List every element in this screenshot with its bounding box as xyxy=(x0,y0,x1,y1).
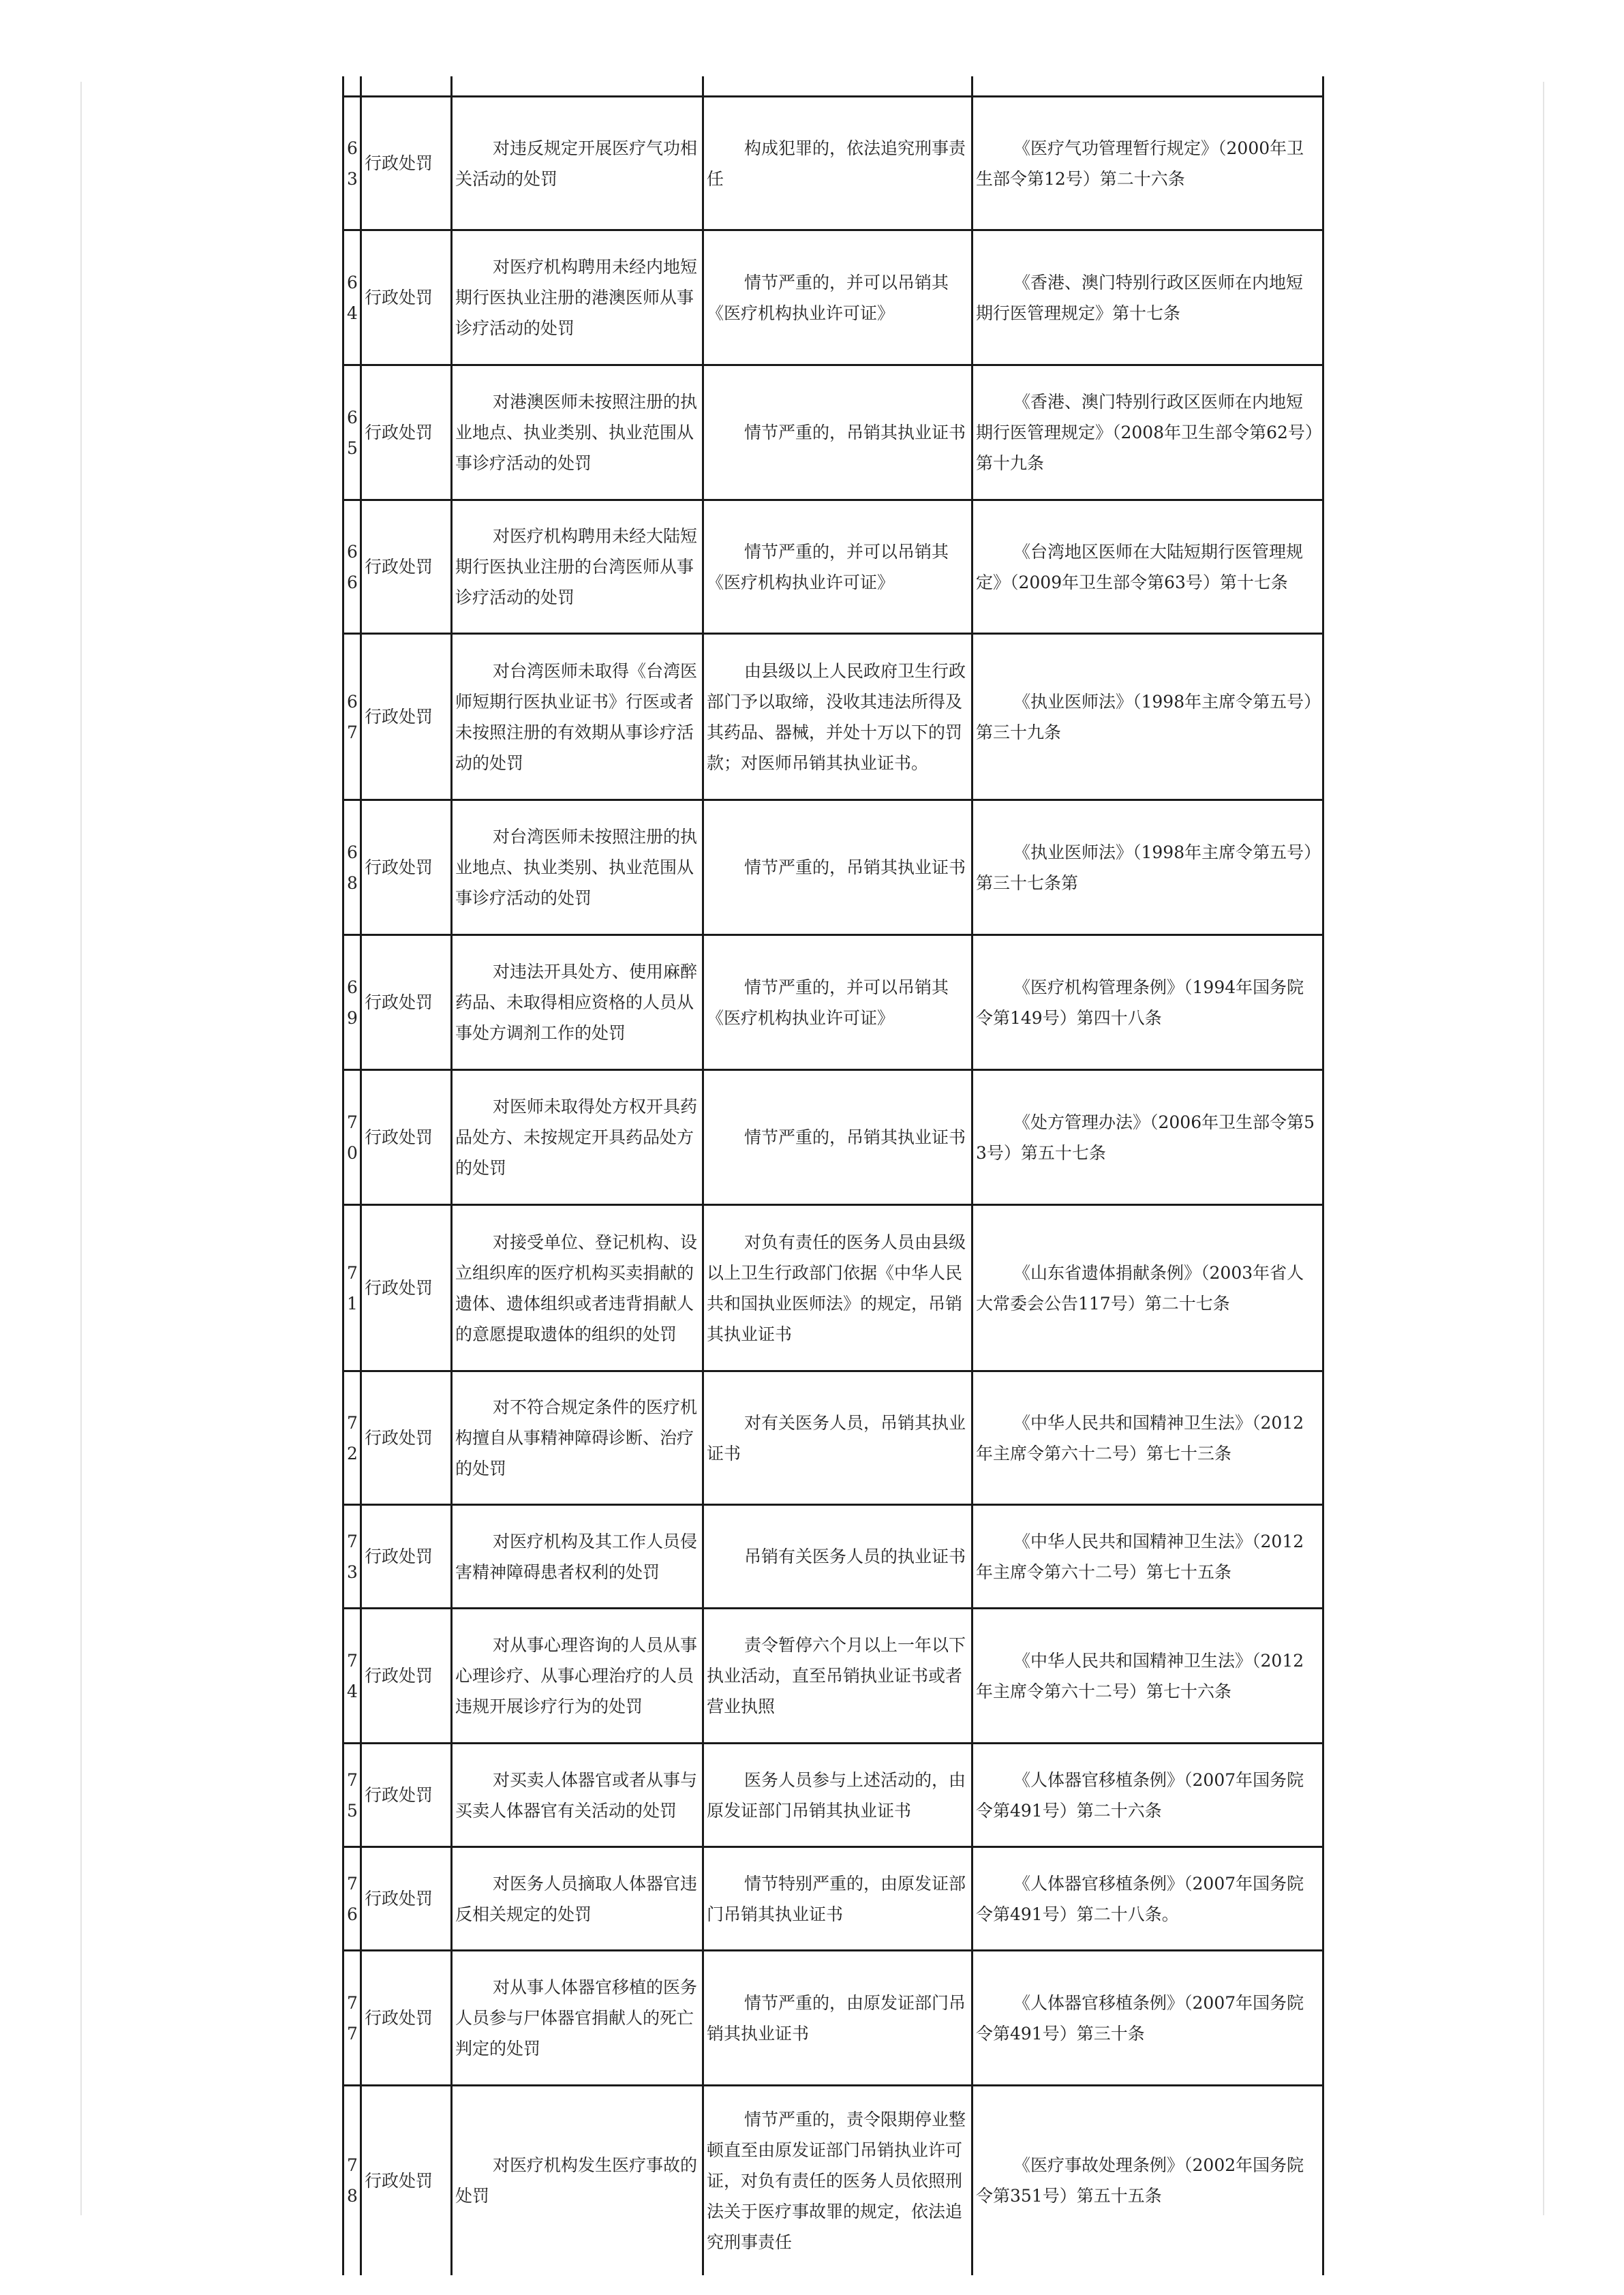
page-margin-rule-right xyxy=(1543,82,1544,2215)
row-number: 67 xyxy=(343,634,361,800)
row-number: 72 xyxy=(343,1371,361,1505)
legal-basis: 《处方管理办法》（2006年卫生部令第53号）第五十七条 xyxy=(972,1070,1323,1205)
legal-basis: 《中华人民共和国精神卫生法》（2012年主席令第六十二号）第七十三条 xyxy=(972,1371,1323,1505)
power-type: 行政处罚 xyxy=(361,1609,452,1744)
table-row xyxy=(343,800,1323,935)
table-row-continuation xyxy=(343,76,1323,97)
table-row xyxy=(343,1847,1323,1951)
table-row xyxy=(343,97,1323,230)
row-number: 74 xyxy=(343,1609,361,1744)
table-row xyxy=(343,1744,1323,1847)
table-row xyxy=(343,1505,1323,1609)
legal-basis: 《医疗气功管理暂行规定》（2000年卫生部令第12号）第二十六条 xyxy=(972,97,1323,230)
power-type: 行政处罚 xyxy=(361,1744,452,1847)
row-number: 75 xyxy=(343,1744,361,1847)
legal-basis: 《人体器官移植条例》（2007年国务院令第491号）第二十八条。 xyxy=(972,1847,1323,1951)
row-number: 68 xyxy=(343,800,361,935)
legal-basis: 《执业医师法》（1998年主席令第五号）第三十七条第 xyxy=(972,800,1323,935)
revocation-condition: 构成犯罪的，依法追究刑事责任 xyxy=(703,97,972,230)
table-cell xyxy=(972,76,1323,97)
table-row xyxy=(343,1371,1323,1505)
revocation-condition: 对负有责任的医务人员由县级以上卫生行政部门依据《中华人民共和国执业医师法》的规定，吊销其执业证书 xyxy=(703,1205,972,1371)
revocation-condition: 情节严重的，并可以吊销其《医疗机构执业许可证》 xyxy=(703,935,972,1070)
revocation-condition: 情节严重的，并可以吊销其《医疗机构执业许可证》 xyxy=(703,500,972,634)
revocation-condition: 情节严重的，吊销其执业证书 xyxy=(703,365,972,500)
power-type: 行政处罚 xyxy=(361,634,452,800)
table-row xyxy=(343,230,1323,365)
legal-basis: 《台湾地区医师在大陆短期行医管理规定》（2009年卫生部令第63号）第十七条 xyxy=(972,500,1323,634)
table-row xyxy=(343,634,1323,800)
table-cell xyxy=(703,76,972,97)
power-type: 行政处罚 xyxy=(361,2086,452,2275)
row-number: 76 xyxy=(343,1847,361,1951)
power-item: 对从事人体器官移植的医务人员参与尸体器官捐献人的死亡判定的处罚 xyxy=(452,1951,703,2086)
revocation-condition: 由县级以上人民政府卫生行政部门予以取缔，没收其违法所得及其药品、器械，并处十万以下的罚款；对医师吊销其执业证书。 xyxy=(703,634,972,800)
row-number: 64 xyxy=(343,230,361,365)
power-item: 对违反规定开展医疗气功相关活动的处罚 xyxy=(452,97,703,230)
table-row xyxy=(343,1951,1323,2086)
power-item: 对医务人员摘取人体器官违反相关规定的处罚 xyxy=(452,1847,703,1951)
table-cell xyxy=(361,76,452,97)
power-item: 对医疗机构发生医疗事故的处罚 xyxy=(452,2086,703,2275)
power-type: 行政处罚 xyxy=(361,230,452,365)
power-type: 行政处罚 xyxy=(361,97,452,230)
revocation-condition: 情节严重的，责令限期停业整顿直至由原发证部门吊销执业许可证，对负有责任的医务人员依照刑法关于医疗事故罪的规定，依法追究刑事责任 xyxy=(703,2086,972,2275)
revocation-condition: 对有关医务人员，吊销其执业证书 xyxy=(703,1371,972,1505)
revocation-condition: 吊销有关医务人员的执业证书 xyxy=(703,1505,972,1609)
power-type: 行政处罚 xyxy=(361,365,452,500)
row-number: 73 xyxy=(343,1505,361,1609)
row-number: 65 xyxy=(343,365,361,500)
table-row xyxy=(343,1205,1323,1371)
table-row xyxy=(343,365,1323,500)
power-type: 行政处罚 xyxy=(361,935,452,1070)
power-item: 对违法开具处方、使用麻醉药品、未取得相应资格的人员从事处方调剂工作的处罚 xyxy=(452,935,703,1070)
power-item: 对从事心理咨询的人员从事心理诊疗、从事心理治疗的人员违规开展诊疗行为的处罚 xyxy=(452,1609,703,1744)
power-item: 对医疗机构聘用未经内地短期行医执业注册的港澳医师从事诊疗活动的处罚 xyxy=(452,230,703,365)
legal-basis: 《山东省遗体捐献条例》（2003年省人大常委会公告117号）第二十七条 xyxy=(972,1205,1323,1371)
revocation-condition: 医务人员参与上述活动的，由原发证部门吊销其执业证书 xyxy=(703,1744,972,1847)
power-type: 行政处罚 xyxy=(361,1070,452,1205)
power-type: 行政处罚 xyxy=(361,1205,452,1371)
legal-basis: 《香港、澳门特别行政区医师在内地短期行医管理规定》（2008年卫生部令第62号）第十九条 xyxy=(972,365,1323,500)
power-item: 对接受单位、登记机构、设立组织库的医疗机构买卖捐献的遗体、遗体组织或者违背捐献人的意愿提取遗体的组织的处罚 xyxy=(452,1205,703,1371)
revocation-condition: 情节严重的，吊销其执业证书 xyxy=(703,1070,972,1205)
table-cell xyxy=(452,76,703,97)
legal-basis: 《医疗事故处理条例》（2002年国务院令第351号）第五十五条 xyxy=(972,2086,1323,2275)
legal-basis: 《医疗机构管理条例》（1994年国务院令第149号）第四十八条 xyxy=(972,935,1323,1070)
power-item: 对医师未取得处方权开具药品处方、未按规定开具药品处方的处罚 xyxy=(452,1070,703,1205)
revocation-condition: 情节严重的，由原发证部门吊销其执业证书 xyxy=(703,1951,972,2086)
power-type: 行政处罚 xyxy=(361,800,452,935)
legal-basis: 《中华人民共和国精神卫生法》（2012年主席令第六十二号）第七十六条 xyxy=(972,1609,1323,1744)
row-number: 71 xyxy=(343,1205,361,1371)
row-number: 63 xyxy=(343,97,361,230)
revocation-condition: 情节特别严重的，由原发证部门吊销其执业证书 xyxy=(703,1847,972,1951)
power-type: 行政处罚 xyxy=(361,1951,452,2086)
row-number: 70 xyxy=(343,1070,361,1205)
revocation-condition: 责令暂停六个月以上一年以下执业活动，直至吊销执业证书或者营业执照 xyxy=(703,1609,972,1744)
table-cell xyxy=(343,76,361,97)
revocation-condition: 情节严重的，吊销其执业证书 xyxy=(703,800,972,935)
power-type: 行政处罚 xyxy=(361,1847,452,1951)
power-item: 对台湾医师未取得《台湾医师短期行医执业证书》行医或者未按照注册的有效期从事诊疗活动的处罚 xyxy=(452,634,703,800)
power-item: 对医疗机构及其工作人员侵害精神障碍患者权利的处罚 xyxy=(452,1505,703,1609)
table-row xyxy=(343,1070,1323,1205)
legal-basis: 《人体器官移植条例》（2007年国务院令第491号）第二十六条 xyxy=(972,1744,1323,1847)
power-item: 对港澳医师未按照注册的执业地点、执业类别、执业范围从事诊疗活动的处罚 xyxy=(452,365,703,500)
row-number: 66 xyxy=(343,500,361,634)
table-row xyxy=(343,2086,1323,2275)
power-type: 行政处罚 xyxy=(361,1505,452,1609)
power-item: 对不符合规定条件的医疗机构擅自从事精神障碍诊断、治疗的处罚 xyxy=(452,1371,703,1505)
table-row xyxy=(343,1609,1323,1744)
table-row xyxy=(343,935,1323,1070)
penalty-table xyxy=(342,76,1324,2275)
power-item: 对买卖人体器官或者从事与买卖人体器官有关活动的处罚 xyxy=(452,1744,703,1847)
row-number: 78 xyxy=(343,2086,361,2275)
page-margin-rule-left xyxy=(80,82,82,2215)
legal-basis: 《人体器官移植条例》（2007年国务院令第491号）第三十条 xyxy=(972,1951,1323,2086)
power-type: 行政处罚 xyxy=(361,500,452,634)
table-row xyxy=(343,500,1323,634)
legal-basis: 《香港、澳门特别行政区医师在内地短期行医管理规定》第十七条 xyxy=(972,230,1323,365)
legal-basis: 《中华人民共和国精神卫生法》（2012年主席令第六十二号）第七十五条 xyxy=(972,1505,1323,1609)
row-number: 69 xyxy=(343,935,361,1070)
revocation-condition: 情节严重的，并可以吊销其《医疗机构执业许可证》 xyxy=(703,230,972,365)
legal-basis: 《执业医师法》（1998年主席令第五号）第三十九条 xyxy=(972,634,1323,800)
power-type: 行政处罚 xyxy=(361,1371,452,1505)
power-item: 对医疗机构聘用未经大陆短期行医执业注册的台湾医师从事诊疗活动的处罚 xyxy=(452,500,703,634)
power-item: 对台湾医师未按照注册的执业地点、执业类别、执业范围从事诊疗活动的处罚 xyxy=(452,800,703,935)
row-number: 77 xyxy=(343,1951,361,2086)
